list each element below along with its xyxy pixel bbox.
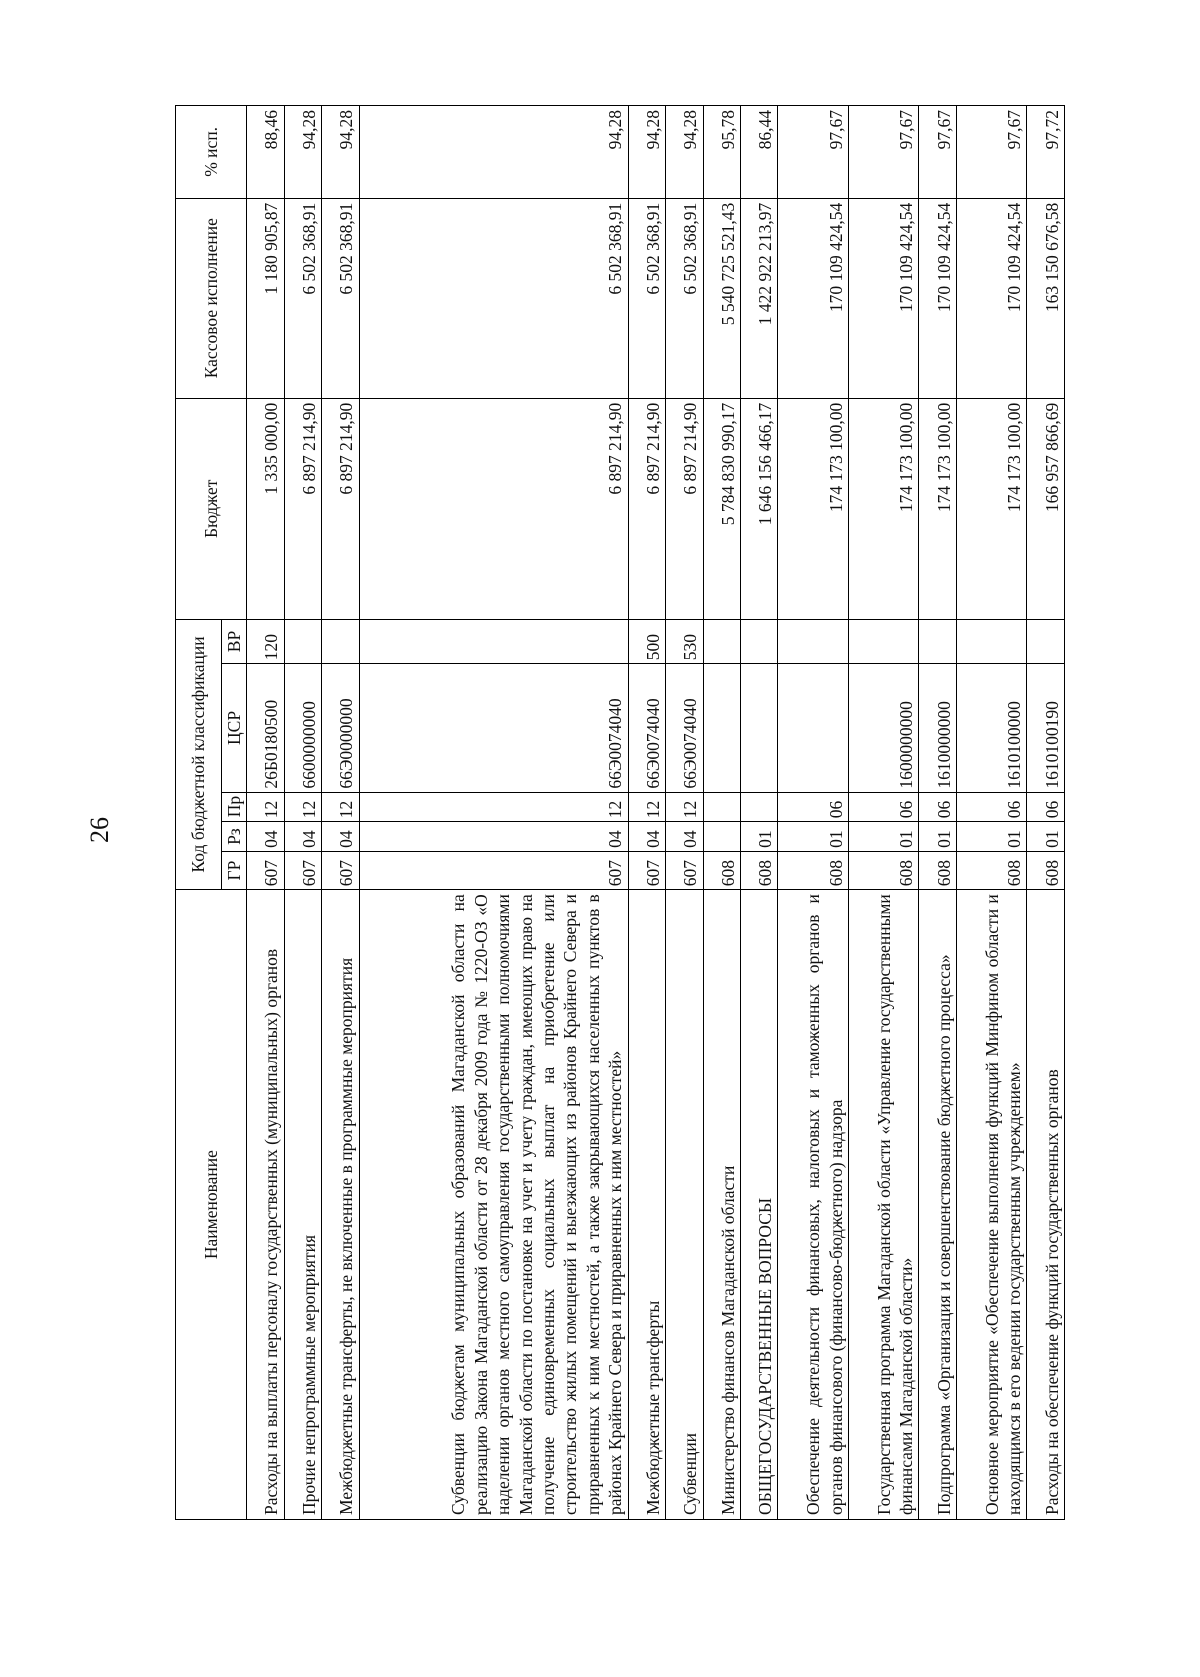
- row-budget: 6 897 214,90: [284, 398, 321, 619]
- row-pct: 97,67: [956, 106, 1027, 199]
- row-pr: 06: [956, 792, 1027, 822]
- row-pct: 94,28: [322, 106, 359, 199]
- row-csr: 1610000000: [919, 664, 956, 792]
- row-budget: 5 784 830 990,17: [703, 398, 740, 619]
- row-name: Подпрограмма «Организация и совершенствование бюджетного процесса»: [919, 890, 956, 1520]
- row-vr: 500: [628, 619, 665, 663]
- row-rz: 01: [740, 822, 777, 852]
- row-pr: 06: [1027, 792, 1065, 822]
- row-pr: 06: [778, 792, 849, 822]
- row-rz: 04: [359, 822, 628, 852]
- row-pr: 12: [247, 792, 284, 822]
- row-pct: 94,28: [628, 106, 665, 199]
- row-gr: 608: [848, 851, 919, 889]
- row-pr: 06: [919, 792, 956, 822]
- row-gr: 607: [628, 851, 665, 889]
- row-gr: 607: [284, 851, 321, 889]
- row-pr: [703, 792, 740, 822]
- table-row: [740, 106, 777, 1520]
- row-csr: 1610100000: [956, 664, 1027, 792]
- row-csr: 1600000000: [848, 664, 919, 792]
- header-cash: Кассовое исполнение: [176, 198, 247, 398]
- row-rz: 04: [322, 822, 359, 852]
- row-cash: 170 109 424,54: [848, 198, 919, 398]
- row-budget: 6 897 214,90: [359, 398, 628, 619]
- row-budget: 1 646 156 466,17: [740, 398, 777, 619]
- row-name: Государственная программа Магаданской области «Управление государственными финансами Магаданской области»: [848, 890, 919, 1520]
- row-budget: 166 957 866,69: [1027, 398, 1065, 619]
- row-rz: 01: [848, 822, 919, 852]
- header-code-group: Код бюджетной классификации: [176, 619, 222, 889]
- row-vr: 530: [666, 619, 703, 663]
- page-number: 26: [85, 817, 114, 843]
- row-budget: 1 335 000,00: [247, 398, 284, 619]
- row-vr: [359, 619, 628, 663]
- row-pct: 97,67: [919, 106, 956, 199]
- row-budget: 174 173 100,00: [778, 398, 849, 619]
- row-name: Межбюджетные трансферты: [628, 890, 665, 1520]
- row-csr: 66Э0074040: [628, 664, 665, 792]
- row-pct: 88,46: [247, 106, 284, 199]
- row-gr: 608: [956, 851, 1027, 889]
- table-header: [176, 106, 247, 1520]
- row-csr: 66Э0074040: [666, 664, 703, 792]
- row-name: Основное мероприятие «Обеспечение выполнения функций Минфином области и находящимся в его ведении государственным учреждением»: [956, 890, 1027, 1520]
- row-cash: 163 150 676,58: [1027, 198, 1065, 398]
- row-rz: 04: [247, 822, 284, 852]
- header-csr: ЦСР: [222, 664, 247, 792]
- row-csr: [740, 664, 777, 792]
- row-rz: 01: [778, 822, 849, 852]
- row-pct: 97,67: [778, 106, 849, 199]
- row-csr: 66Э0000000: [322, 664, 359, 792]
- header-pr: Пр: [222, 792, 247, 822]
- table-row: [778, 106, 849, 1520]
- row-csr: 66Э0074040: [359, 664, 628, 792]
- row-vr: [703, 619, 740, 663]
- table-row: [703, 106, 740, 1520]
- row-pr: 12: [359, 792, 628, 822]
- row-pr: 12: [666, 792, 703, 822]
- row-csr: 6600000000: [284, 664, 321, 792]
- budget-table: [175, 105, 1065, 1520]
- row-vr: 120: [247, 619, 284, 663]
- row-cash: 1 180 905,87: [247, 198, 284, 398]
- table-row: [247, 106, 284, 1520]
- row-budget: 174 173 100,00: [956, 398, 1027, 619]
- row-vr: [778, 619, 849, 663]
- rotated-table-frame: [175, 105, 1065, 1520]
- row-pct: 86,44: [740, 106, 777, 199]
- row-pr: 12: [628, 792, 665, 822]
- header-vr: ВР: [222, 619, 247, 663]
- row-gr: 608: [778, 851, 849, 889]
- row-csr: [778, 664, 849, 792]
- row-pr: 12: [322, 792, 359, 822]
- row-cash: 170 109 424,54: [919, 198, 956, 398]
- row-csr: [703, 664, 740, 792]
- table-body: [247, 106, 1065, 1520]
- row-vr: [919, 619, 956, 663]
- row-vr: [956, 619, 1027, 663]
- table-row: [1027, 106, 1065, 1520]
- row-budget: 174 173 100,00: [919, 398, 956, 619]
- row-vr: [1027, 619, 1065, 663]
- row-gr: 608: [740, 851, 777, 889]
- row-pct: 97,72: [1027, 106, 1065, 199]
- row-cash: 170 109 424,54: [956, 198, 1027, 398]
- row-cash: 6 502 368,91: [359, 198, 628, 398]
- row-name: Прочие непрограммные мероприятия: [284, 890, 321, 1520]
- row-budget: 6 897 214,90: [666, 398, 703, 619]
- row-pr: [740, 792, 777, 822]
- header-pct: % исп.: [176, 106, 247, 199]
- row-pct: 94,28: [359, 106, 628, 199]
- header-rz: Рз: [222, 822, 247, 852]
- row-cash: 1 422 922 213,97: [740, 198, 777, 398]
- row-csr: 1610100190: [1027, 664, 1065, 792]
- table-row: [359, 106, 628, 1520]
- row-gr: 608: [703, 851, 740, 889]
- row-gr: 607: [322, 851, 359, 889]
- budget-table-container: [175, 105, 1065, 1520]
- row-vr: [740, 619, 777, 663]
- row-rz: 01: [1027, 822, 1065, 852]
- row-pct: 97,67: [848, 106, 919, 199]
- table-row: [666, 106, 703, 1520]
- table-row: [284, 106, 321, 1520]
- row-cash: 5 540 725 521,43: [703, 198, 740, 398]
- row-name: Субвенции бюджетам муниципальных образований Магаданской области на реализацию Закона Магаданской области от 28 декабря 2009 года № 1220-ОЗ «О наделении органов местного самоуправления государственными полномочиями Магаданской области по постановке на учет и учету граждан, имеющих право на получение единовременных социальных выплат на приобретение или строительство жилых помещений и выезжающих из районов Крайнего Севера и приравненных к ним местностей, а также закрывающихся населенных пунктов в районах Крайнего Севера и приравненных к ним местностей»: [359, 890, 628, 1520]
- row-pct: 94,28: [284, 106, 321, 199]
- header-gr: ГР: [222, 851, 247, 889]
- row-pct: 94,28: [666, 106, 703, 199]
- row-name: Межбюджетные трансферты, не включенные в программные мероприятия: [322, 890, 359, 1520]
- row-cash: 6 502 368,91: [666, 198, 703, 398]
- row-pr: 12: [284, 792, 321, 822]
- row-cash: 170 109 424,54: [778, 198, 849, 398]
- row-budget: 6 897 214,90: [628, 398, 665, 619]
- row-gr: 607: [247, 851, 284, 889]
- row-gr: 608: [919, 851, 956, 889]
- row-gr: 607: [666, 851, 703, 889]
- table-row: [322, 106, 359, 1520]
- table-row: [919, 106, 956, 1520]
- row-pr: 06: [848, 792, 919, 822]
- row-budget: 174 173 100,00: [848, 398, 919, 619]
- row-vr: [848, 619, 919, 663]
- header-budget: Бюджет: [176, 398, 247, 619]
- header-name: Наименование: [176, 890, 247, 1520]
- row-gr: 607: [359, 851, 628, 889]
- row-vr: [322, 619, 359, 663]
- row-name: Субвенции: [666, 890, 703, 1520]
- row-gr: 608: [1027, 851, 1065, 889]
- row-rz: 01: [919, 822, 956, 852]
- table-row: [956, 106, 1027, 1520]
- row-name: Министерство финансов Магаданской области: [703, 890, 740, 1520]
- row-name: Расходы на выплаты персоналу государственных (муниципальных) органов: [247, 890, 284, 1520]
- row-cash: 6 502 368,91: [284, 198, 321, 398]
- table-row: [848, 106, 919, 1520]
- row-rz: 04: [628, 822, 665, 852]
- row-budget: 6 897 214,90: [322, 398, 359, 619]
- row-rz: [703, 822, 740, 852]
- row-cash: 6 502 368,91: [628, 198, 665, 398]
- row-rz: 04: [666, 822, 703, 852]
- table-row: [628, 106, 665, 1520]
- row-csr: 26Б0180500: [247, 664, 284, 792]
- row-name: Расходы на обеспечение функций государственных органов: [1027, 890, 1065, 1520]
- row-rz: 01: [956, 822, 1027, 852]
- row-name: Обеспечение деятельности финансовых, налоговых и таможенных органов и органов финансового (финансово-бюджетного) надзора: [778, 890, 849, 1520]
- row-cash: 6 502 368,91: [322, 198, 359, 398]
- row-name: ОБЩЕГОСУДАРСТВЕННЫЕ ВОПРОСЫ: [740, 890, 777, 1520]
- row-rz: 04: [284, 822, 321, 852]
- row-vr: [284, 619, 321, 663]
- row-pct: 95,78: [703, 106, 740, 199]
